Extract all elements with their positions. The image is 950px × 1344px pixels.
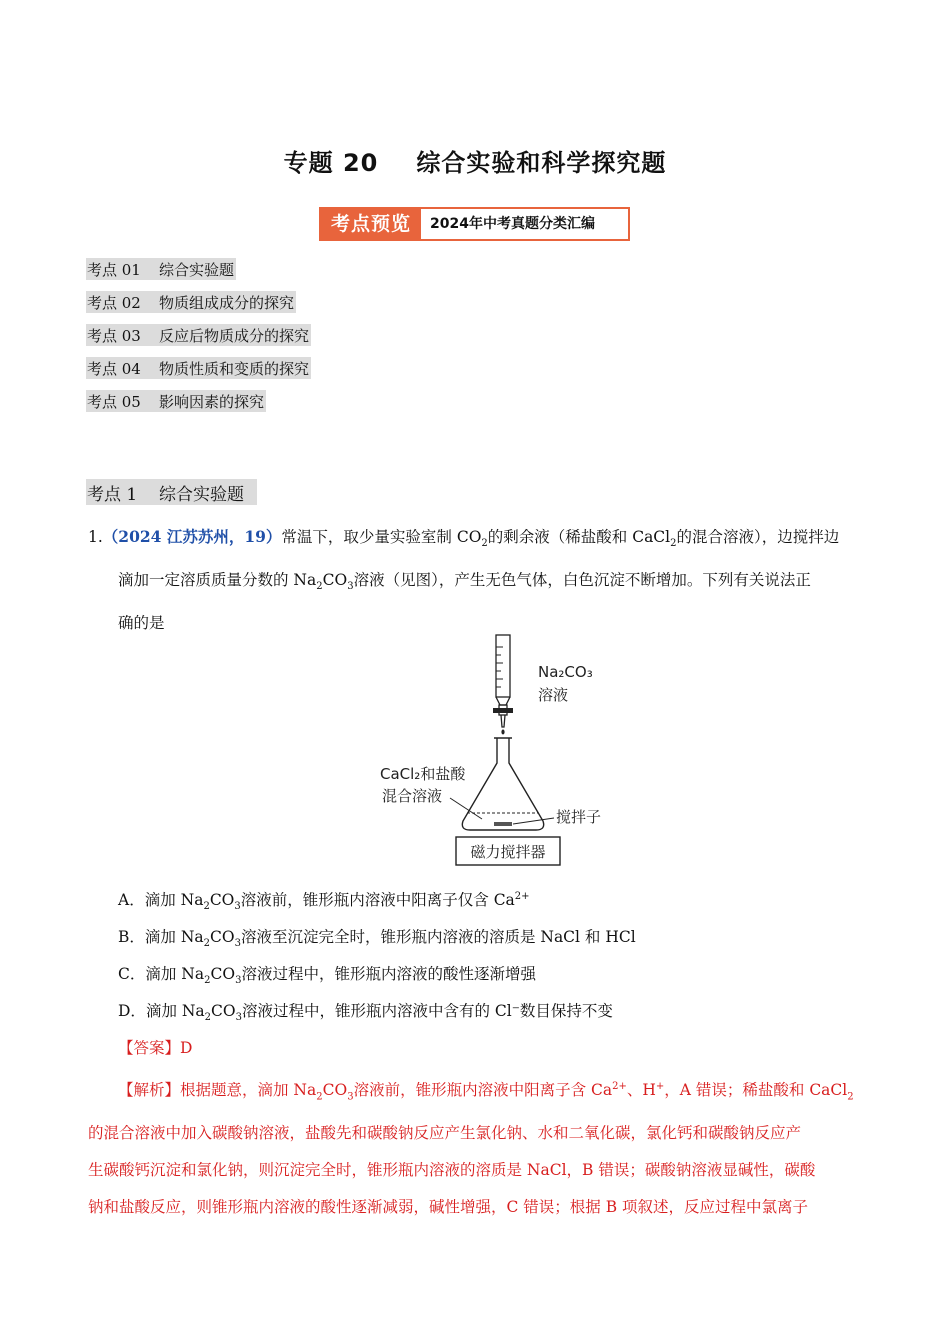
toc-label: 反应后物质成分的探究 <box>159 326 310 345</box>
option-a[interactable] <box>118 888 530 912</box>
subscript: 3 <box>235 975 242 987</box>
question-number: 1. <box>88 528 103 546</box>
toc-list <box>86 258 311 423</box>
question-source: （2024 江苏苏州，19） <box>102 527 282 546</box>
page-title <box>0 143 950 178</box>
analysis-text: CO <box>322 1081 348 1100</box>
toc-label: 综合实验题 <box>159 260 235 279</box>
stir-bar <box>494 822 512 826</box>
subscript: 2 <box>204 1012 212 1024</box>
subscript: 2 <box>203 901 210 913</box>
option-letter: B． <box>118 928 145 946</box>
subscript: 2 <box>481 538 488 550</box>
subscript: 2 <box>847 1091 854 1103</box>
topic-number: 专题 20 <box>283 149 379 177</box>
subscript: 3 <box>235 1012 242 1024</box>
subscript: 2 <box>204 975 211 987</box>
analysis <box>88 1068 864 1226</box>
option-text: 滴加 Na <box>144 928 204 946</box>
experiment-figure <box>370 633 630 873</box>
banner-tag: 考点预览 <box>321 209 421 239</box>
option-text: CO <box>210 965 236 983</box>
analysis-line-2: 的混合溶液中加入碳酸钠溶液，盐酸先和碳酸钠反应产生氯化钠、水和二氧化碳，氯化钙和碳酸钠反应产 <box>88 1124 802 1143</box>
reagent-label-2: 溶液 <box>538 686 569 704</box>
superscript: 2+ <box>612 1081 627 1092</box>
option-letter: A． <box>118 891 145 909</box>
stirrer-label: 搅拌子 <box>556 808 602 826</box>
section-heading <box>86 479 257 505</box>
question-line-2 <box>88 562 868 605</box>
analysis-line-3: 生碳酸钙沉淀和氯化钠，则沉淀完全时，锥形瓶内溶液的溶质是 NaCl，B 错误；碳酸钠溶液显碱性，碳酸 <box>88 1161 816 1180</box>
analysis-text: ，A 错误；稀盐酸和 CaCl <box>664 1081 848 1100</box>
option-text: CO <box>210 928 235 946</box>
option-text: 溶液过程中，锥形瓶内溶液中含有的 Cl⁻数目保持不变 <box>242 1002 613 1020</box>
superscript: 2+ <box>514 890 530 902</box>
toc-num: 考点 04 <box>87 359 141 378</box>
toc-num: 考点 01 <box>87 260 141 279</box>
subscript: 2 <box>316 581 323 593</box>
toc-label: 物质性质和变质的探究 <box>159 359 310 378</box>
stopcock-handle <box>493 708 513 713</box>
toc-item[interactable] <box>86 357 311 379</box>
subscript: 2 <box>670 538 677 550</box>
subscript: 3 <box>234 901 241 913</box>
banner-subtitle: 2024年中考真题分类汇编 <box>430 216 595 232</box>
analysis-line-4: 钠和盐酸反应，则锥形瓶内溶液的酸性逐渐减弱，碱性增强，C 错误；根据 B 项叙述，反应过程中氯离子 <box>88 1198 809 1217</box>
analysis-text: 【解析】根据题意，滴加 Na <box>118 1081 317 1100</box>
apparatus-diagram <box>370 633 630 873</box>
q-text: 的混合溶液），边搅拌边 <box>676 528 840 546</box>
toc-item[interactable] <box>86 291 296 313</box>
toc-num: 考点 03 <box>87 326 141 345</box>
flask-label-2: 混合溶液 <box>382 787 443 805</box>
topic-name: 综合实验和科学探究题 <box>416 149 667 177</box>
toc-item[interactable] <box>86 324 311 346</box>
base-label: 磁力搅拌器 <box>470 843 546 861</box>
toc-num: 考点 02 <box>87 293 141 312</box>
option-letter: D． <box>118 1002 146 1020</box>
question-line-3: 确的是 <box>118 614 165 633</box>
option-text: 滴加 Na <box>144 891 204 909</box>
section-label: 综合实验题 <box>159 484 244 505</box>
analysis-text: 、H <box>626 1081 656 1100</box>
toc-item[interactable] <box>86 258 236 280</box>
drop <box>501 730 504 735</box>
option-text: 溶液至沉淀完全时，锥形瓶内溶液的溶质是 NaCl 和 HCl <box>240 928 636 946</box>
option-text: CO <box>211 1002 236 1020</box>
subscript: 3 <box>347 1091 354 1103</box>
option-letter: C． <box>118 965 146 983</box>
option-text: 滴加 Na <box>145 965 205 983</box>
analysis-text: 溶液前，锥形瓶内溶液中阳离子含 Ca <box>353 1081 613 1100</box>
q-text: 溶液（见图），产生无色气体，白色沉淀不断增加。下列有关说法正 <box>353 571 811 590</box>
conical-flask <box>462 738 543 830</box>
toc-label: 影响因素的探究 <box>159 392 265 411</box>
toc-item[interactable] <box>86 390 266 412</box>
q-text: 的剩余液（稀盐酸和 CaCl <box>487 528 671 546</box>
reagent-label: Na₂CO₃ <box>538 663 593 681</box>
subscript: 3 <box>347 581 354 593</box>
subscript: 2 <box>203 938 210 950</box>
superscript: + <box>655 1081 665 1092</box>
subscript: 3 <box>234 938 241 950</box>
option-c[interactable] <box>118 962 536 986</box>
burette-tube <box>496 635 510 697</box>
flask-label: CaCl₂和盐酸 <box>380 765 466 783</box>
option-d[interactable] <box>118 999 613 1023</box>
section-num: 考点 1 <box>87 484 138 505</box>
option-text: 溶液前，锥形瓶内溶液中阳离子仅含 Ca <box>240 891 515 909</box>
q-text: 常温下，取少量实验室制 CO <box>281 528 482 546</box>
analysis-line-1 <box>88 1068 864 1115</box>
toc-num: 考点 05 <box>87 392 141 411</box>
subscript: 2 <box>316 1091 323 1103</box>
option-text: CO <box>209 891 235 909</box>
preview-banner <box>319 207 630 241</box>
option-b[interactable] <box>118 925 636 949</box>
q-text: CO <box>322 571 348 590</box>
toc-label: 物质组成成分的探究 <box>159 293 295 312</box>
option-text: 溶液过程中，锥形瓶内溶液的酸性逐渐增强 <box>241 965 536 983</box>
question-text <box>88 518 868 642</box>
question-line-1 <box>88 518 868 562</box>
option-text: 滴加 Na <box>145 1002 205 1020</box>
q-text: 滴加一定溶质质量分数的 Na <box>118 571 317 590</box>
answer: 【答案】D <box>118 1039 193 1057</box>
